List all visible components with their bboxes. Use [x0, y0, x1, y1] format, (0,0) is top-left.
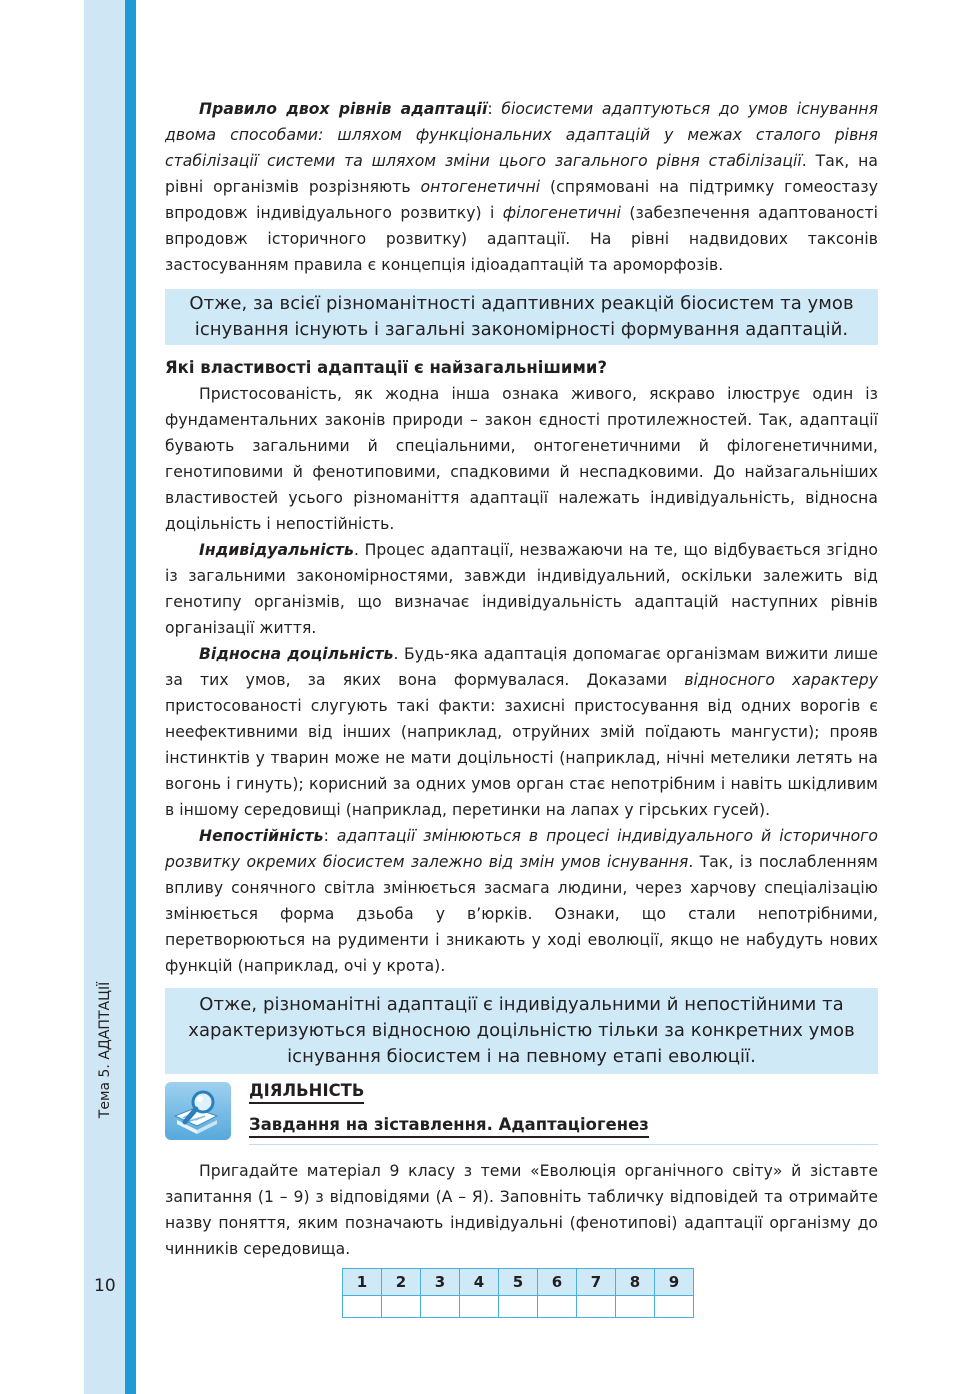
answer-table-header-cell: 4: [460, 1269, 499, 1296]
term-relative-expediency: Відносна доцільність: [199, 645, 394, 663]
answer-cell[interactable]: [499, 1296, 538, 1318]
magnifier-map-icon: [165, 1082, 231, 1140]
answer-table-header-cell: 1: [343, 1269, 382, 1296]
term-individuality: Індивідуальність: [199, 541, 354, 559]
answer-table-header-cell: 3: [421, 1269, 460, 1296]
section-question: Які властивості адаптації є найзагальнішими?: [165, 358, 608, 377]
page-content: [165, 96, 878, 1318]
answer-cell[interactable]: [616, 1296, 655, 1318]
task-title: Завдання на зіставлення. Адаптаціогенез: [249, 1114, 649, 1138]
answer-cell[interactable]: [577, 1296, 616, 1318]
activity-title: ДІЯЛЬНІСТЬ: [249, 1080, 364, 1104]
conclusion-box-1: [165, 289, 878, 345]
answer-cell[interactable]: [421, 1296, 460, 1318]
sidebar-band-light: [84, 0, 125, 1394]
answer-table-header-cell: 2: [382, 1269, 421, 1296]
activity-divider: [249, 1144, 878, 1145]
paragraph-adaptation-properties: Пристосованість, як жодна інша ознака живого, яскраво ілюструє один із фундаментальних законів природи – закон єдності протилежностей. Так, адаптації бувають загальними й спеціальними, онтогенетичними й філогенетичними, генотиповими й фенотиповими, спадковими й неспадковими. До найзагальніших властивостей усього різноманіття адаптації належать індивідуальність, відносна доцільність і непостійність.: [165, 385, 878, 533]
term-two-levels-rule: Правило двох рівнів адаптації: [199, 100, 488, 118]
answer-table: [342, 1268, 694, 1318]
answer-table-header-cell: 5: [499, 1269, 538, 1296]
conclusion-2-line-1: Отже, різноманітні адаптації є індивідуальними й непостійними та: [199, 994, 844, 1015]
answer-cell[interactable]: [655, 1296, 694, 1318]
conclusion-1-line-2: існування існують і загальні закономірності формування адаптацій.: [194, 319, 849, 340]
answer-cell[interactable]: [382, 1296, 421, 1318]
paragraph-individuality: Індивідуальність. Процес адаптації, незважаючи на те, що відбувається згідно із загальними закономірностями, завжди індивідуальний, оскільки залежить від генотипу організмів, що визначає індивідуальність адаптацій наступних рівнів організації життя.: [165, 541, 878, 637]
sidebar-band-dark: [125, 0, 136, 1394]
answer-table-header-cell: 8: [616, 1269, 655, 1296]
conclusion-2-line-2: характеризуються відносною доцільністю тільки за конкретних умов: [188, 1020, 855, 1041]
task-instructions: Пригадайте матеріал 9 класу з теми «Еволюція органічного світу» й зіставте запитання (1 – 9) з відповідями (А – Я). Заповніть табличку відповідей та отримайте назву поняття, яким позначають індивідуальні (фенотипові) адаптації організму до чинників середовища.: [165, 1162, 878, 1258]
definition-text: біосистеми адаптуються до умов існування двома способами: шляхом функціональних адаптацій у межах сталого рівня стабілізації системи та шляхом зміни цього загального рівня стабілізації: [165, 100, 879, 170]
term-phylogenetic: філогенетичні: [502, 204, 622, 222]
term-ontogenetic: онтогенетичні: [420, 178, 541, 196]
answer-cell[interactable]: [538, 1296, 577, 1318]
answer-cell[interactable]: [343, 1296, 382, 1318]
conclusion-2-line-3: існування біосистем і на певному етапі еволюції.: [287, 1046, 756, 1067]
conclusion-1-line-1: Отже, за всієї різноманітності адаптивних реакцій біосистем та умов: [189, 293, 854, 314]
topic-label: Тема 5. АДАПТАЦІЇ: [97, 981, 113, 1119]
answer-table-header-row: [343, 1269, 694, 1296]
answer-table-input-row: [343, 1296, 694, 1318]
paragraph-two-levels-rule: Правило двох рівнів адаптації: біосистеми адаптуються до умов існування двома способами: шляхом функціональних адаптацій у межах сталого рівня стабілізації системи та шляхом зміни цього загального рівня стабілізації. Так, на рівні організмів розрізняють онтогенетичні (спрямовані на підтримку гомеостазу впродовж індивідуального розвитку) і філогенетичні (забезпечення адаптованості впродовж історичного розвитку) адаптації. На рівні надвидових таксонів застосуванням правила є концепція ідіоадаптацій та ароморфозів.: [165, 100, 879, 274]
paragraph-impermanence: Непостійність: адаптації змінюються в процесі індивідуального й історичного розвитку окремих біосистем залежно від змін умов існування. Так, із послабленням впливу сонячного світла змінюється засмага людини, через харчову спеціалізацію змінюється форма дзьоба у в’юрків. Ознаки, що стали непотрібними, перетворюються на рудименти і зникають у ході еволюції, якщо не набудуть нових функцій (наприклад, очі у крота).: [165, 827, 879, 975]
answer-table-header-cell: 6: [538, 1269, 577, 1296]
activity-section: [165, 1080, 878, 1158]
page-number: 10: [94, 1276, 116, 1296]
answer-cell[interactable]: [460, 1296, 499, 1318]
term-impermanence: Непостійність: [199, 827, 324, 845]
answer-table-header-cell: 9: [655, 1269, 694, 1296]
conclusion-box-2: [165, 988, 878, 1074]
answer-table-header-cell: 7: [577, 1269, 616, 1296]
paragraph-relative-expediency: Відносна доцільність. Будь-яка адаптація допомагає організмам вижити лише за тих умов, за яких вона формувалася. Доказами відносного характеру пристосованості слугують такі факти: захисні пристосування від одних ворогів є неефективними від інших (наприклад, отруйних змій поїдають мангусти); прояв інстинктів у тварин може не мати доцільності (наприклад, нічні метелики летять на вогонь і гинуть); корисний за одних умов орган стає непотрібним і навіть шкідливим в іншому середовищі (наприклад, перетинки на лапах у гірських гусей).: [165, 645, 878, 819]
